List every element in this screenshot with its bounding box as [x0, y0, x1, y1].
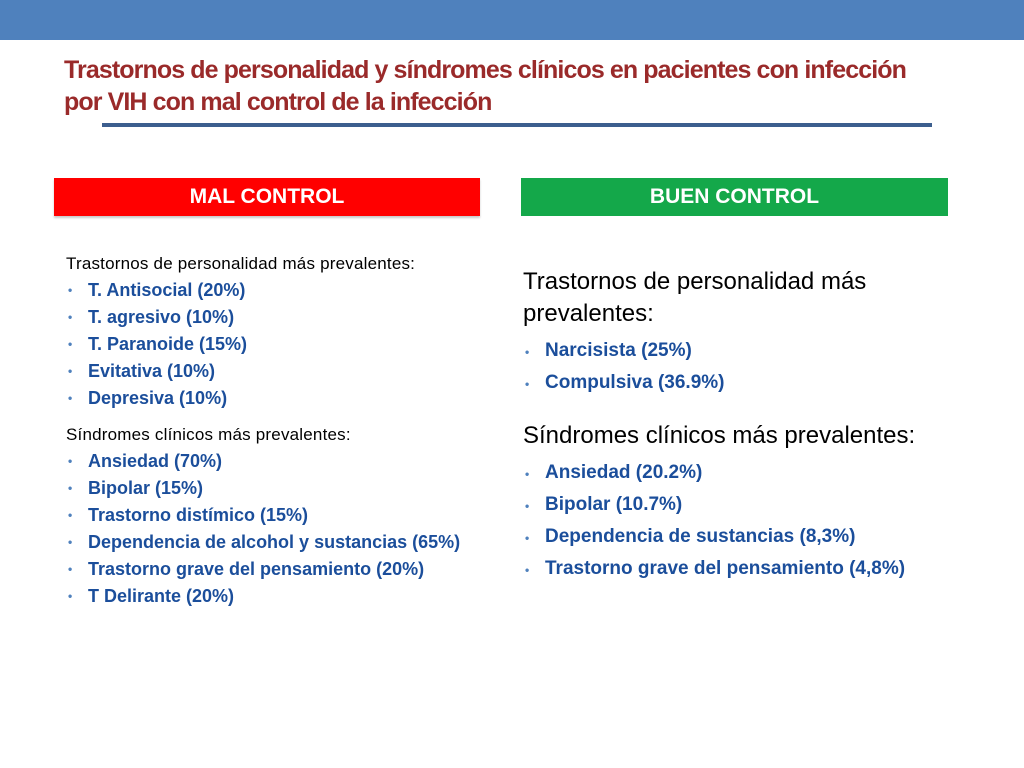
list-item: • T. Antisocial (20%) — [66, 281, 506, 300]
list-item: • Ansiedad (70%) — [66, 452, 506, 471]
buen-control-column — [523, 266, 963, 580]
list-item: • Narcisista (25%) — [523, 340, 963, 362]
list-item: • Depresiva (10%) — [66, 389, 506, 408]
buen-personalidad-heading: Trastornos de personalidad más prevalentes: — [523, 268, 867, 327]
buen-personalidad-list — [523, 340, 963, 394]
list-item: • T. Paranoide (15%) — [66, 335, 506, 354]
mal-control-banner: MAL CONTROL — [54, 178, 480, 216]
slide-title: Trastornos de personalidad y síndromes clínicos en pacientes con infección por VIH con mal control de la infección — [64, 56, 906, 116]
list-item: • Dependencia de alcohol y sustancias (65%) — [66, 533, 506, 552]
list-item: • Trastorno grave del pensamiento (4,8%) — [523, 558, 963, 580]
list-item: • Ansiedad (20.2%) — [523, 462, 963, 484]
list-item: • Evitativa (10%) — [66, 362, 506, 381]
top-bar — [0, 0, 1024, 40]
list-item: • Trastorno distímico (15%) — [66, 506, 506, 525]
mal-personalidad-heading: Trastornos de personalidad más prevalentes: — [66, 254, 416, 273]
list-item: • Trastorno grave del pensamiento (20%) — [66, 560, 506, 579]
title-underline — [102, 123, 932, 127]
list-item: • Bipolar (15%) — [66, 479, 506, 498]
list-item: • Dependencia de sustancias (8,3%) — [523, 526, 963, 548]
list-item: • Compulsiva (36.9%) — [523, 372, 963, 394]
buen-control-banner: BUEN CONTROL — [521, 178, 948, 216]
list-item: • T Delirante (20%) — [66, 587, 506, 606]
mal-control-column — [66, 255, 506, 606]
mal-personalidad-list — [66, 281, 506, 408]
list-item: • Bipolar (10.7%) — [523, 494, 963, 516]
mal-sindromes-list — [66, 452, 506, 606]
buen-sindromes-heading: Síndromes clínicos más prevalentes: — [523, 422, 916, 449]
mal-sindromes-heading: Síndromes clínicos más prevalentes: — [66, 425, 351, 444]
buen-sindromes-list — [523, 462, 963, 580]
list-item: • T. agresivo (10%) — [66, 308, 506, 327]
